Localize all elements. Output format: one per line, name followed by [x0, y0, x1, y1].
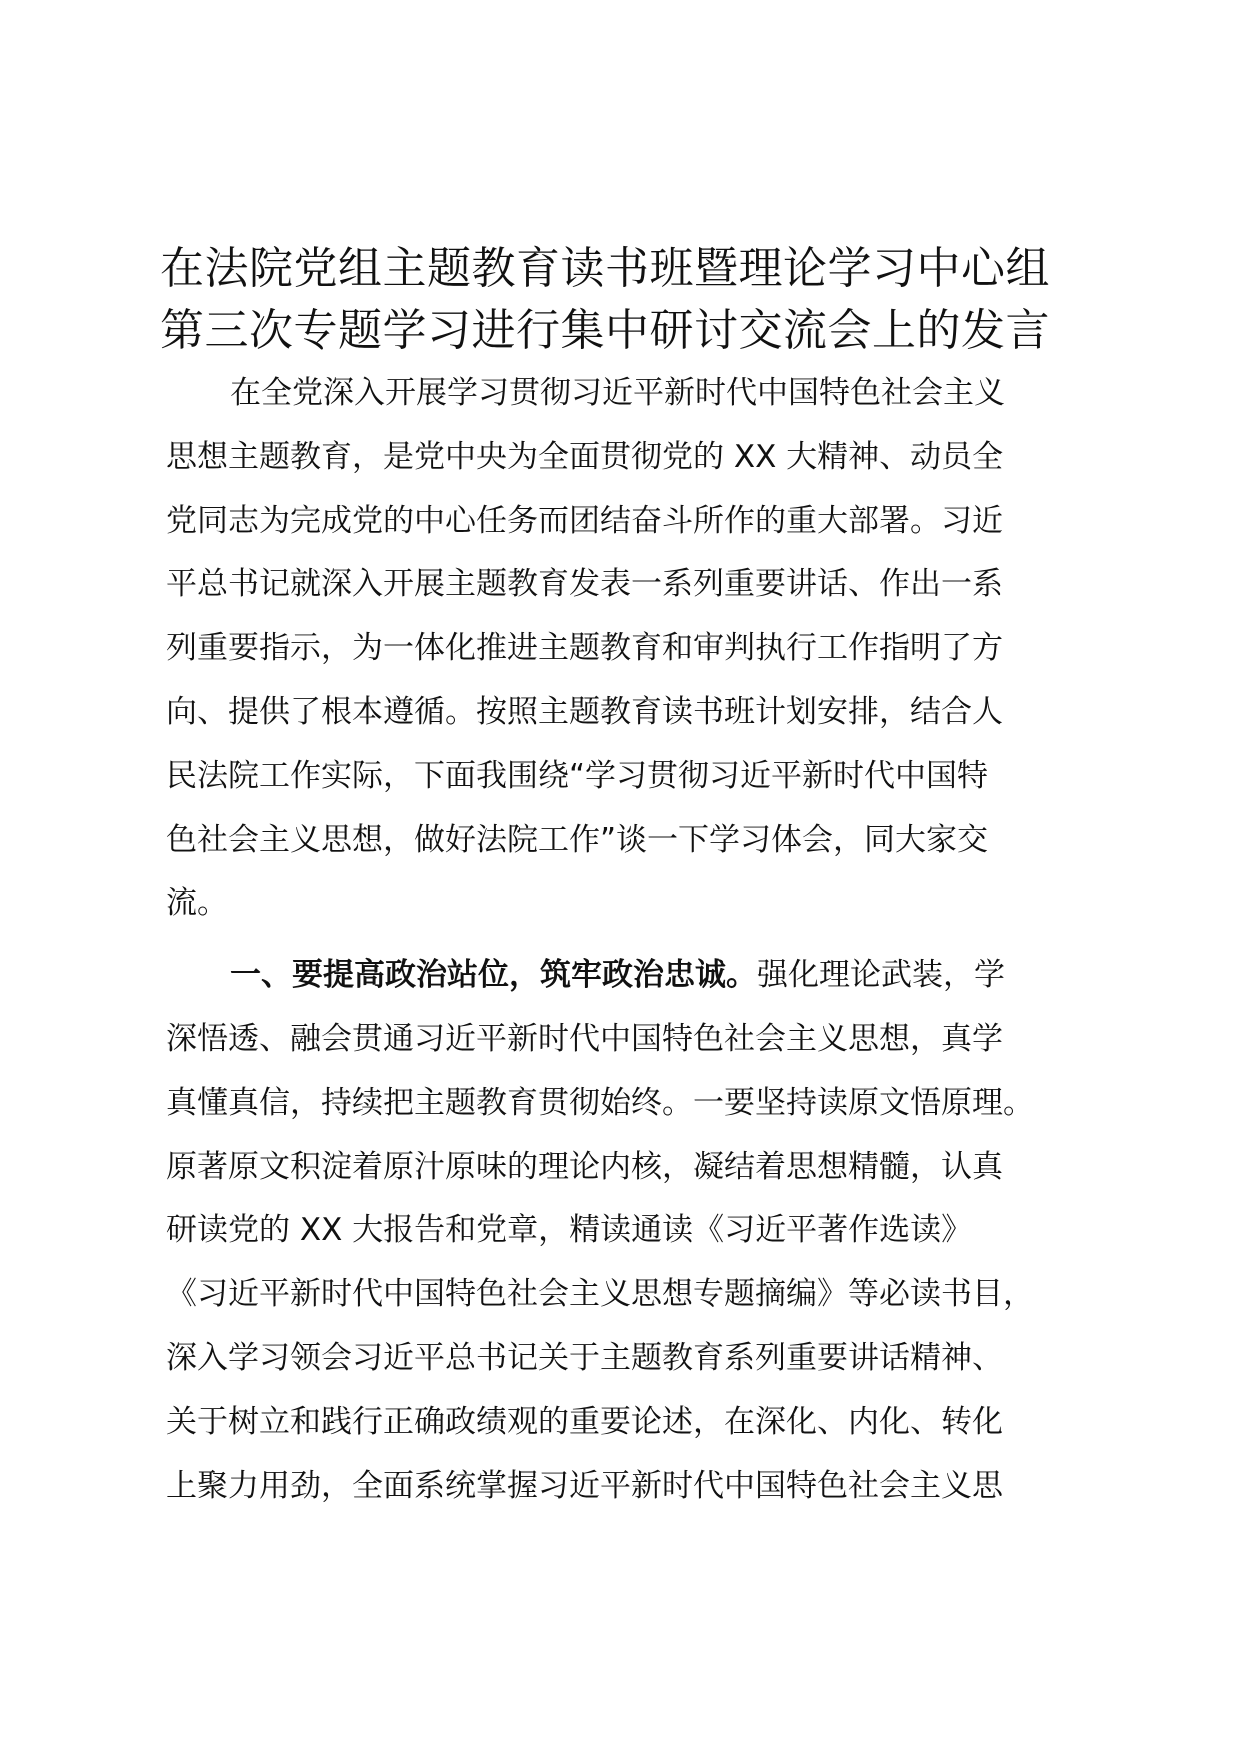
document-body	[166, 362, 1096, 1518]
text-line: 关于树立和践行正确政绩观的重要论述，在深化、内化、转化	[166, 1403, 1003, 1440]
title-line: 第三次专题学习进行集中研讨交流会上的发言	[160, 305, 1050, 356]
text-line: 《习近平新时代中国特色社会主义思想专题摘编》等必读书目，	[166, 1276, 1034, 1313]
text-line: 色社会主义思想，做好法院工作”谈一下学习体会，同大家交	[166, 821, 989, 858]
text-line: 流。	[166, 885, 228, 922]
paragraph-gap	[166, 936, 1096, 944]
text-line: 在全党深入开展学习贯彻习近平新时代中国特色社会主义	[230, 375, 1005, 411]
section-heading: 一、要提高政治站位，筑牢政治忠诚。	[230, 957, 757, 994]
text-line: 深悟透、融会贯通习近平新时代中国特色社会主义思想，真学	[166, 1020, 1003, 1057]
paragraph-section-one	[166, 944, 1096, 1518]
text-line: 深入学习领会习近平总书记关于主题教育系列重要讲话精神、	[166, 1339, 1003, 1376]
paragraph-intro	[166, 362, 1096, 936]
text-line: 列重要指示，为一体化推进主题教育和审判执行工作指明了方	[166, 630, 1003, 667]
text-line: 研读党的 XX 大报告和党章，精读通读《习近平著作选读》	[166, 1212, 973, 1249]
text-line: 思想主题教育，是党中央为全面贯彻党的 XX 大精神、动员全	[166, 438, 1004, 475]
document-title	[160, 238, 1100, 362]
text-line: 民法院工作实际，下面我围绕“学习贯彻习近平新时代中国特	[166, 757, 989, 794]
text-line	[166, 944, 1096, 1008]
text-line: 真懂真信，持续把主题教育贯彻始终。一要坚持读原文悟原理。	[166, 1084, 1034, 1121]
title-line: 在法院党组主题教育读书班暨理论学习中心组	[160, 243, 1050, 294]
text-line: 党同志为完成党的中心任务而团结奋斗所作的重大部署。习近	[166, 502, 1003, 539]
text-line: 向、提供了根本遵循。按照主题教育读书班计划安排，结合人	[166, 693, 1003, 730]
text-line: 原著原文积淀着原汁原味的理论内核，凝结着思想精髓，认真	[166, 1148, 1003, 1185]
text-line: 平总书记就深入开展主题教育发表一系列重要讲话、作出一系	[166, 566, 1003, 603]
text-segment: 强化理论武装，学	[757, 957, 1005, 994]
text-line: 上聚力用劲，全面系统掌握习近平新时代中国特色社会主义思	[166, 1467, 1003, 1504]
